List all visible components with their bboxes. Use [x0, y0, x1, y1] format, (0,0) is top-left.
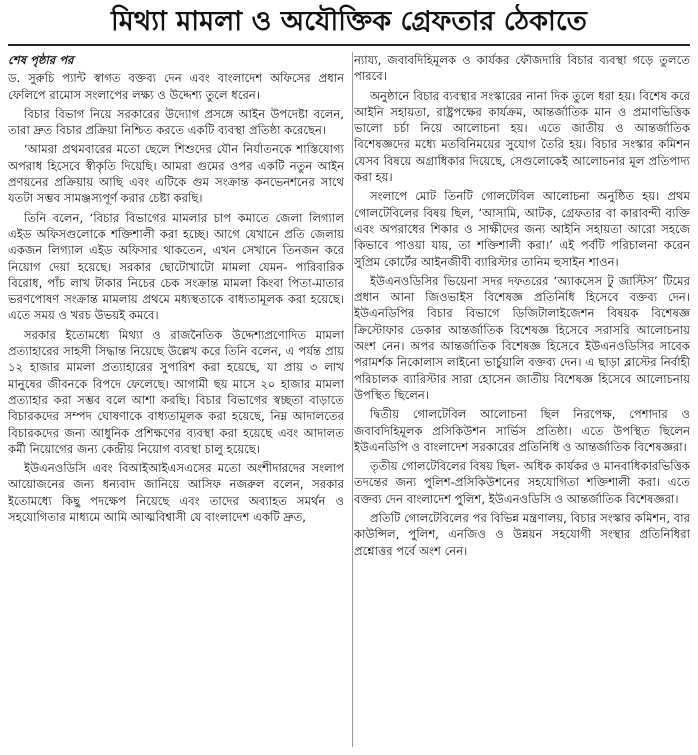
- paragraph: ইউএনওডিসি এবং বিআইআইএসএসের মতো অংশীদারদের সংলাপ আয়োজনের জন্য ধন্যবাদ জানিয়ে আসিফ নজরুল বলেন, সরকার ইতোমধ্যে কিছু পদক্ষেপ নিয়েছে এবং তাদের অব্যাহত সমর্থন ও সহযোগিতার মাধ্যমে আমি আত্মবিশ্বাসী যে বাংলাদেশ একটি দ্রুত,: [8, 461, 344, 525]
- right-column: [354, 52, 690, 562]
- paragraph: ইউএনওডিসির ভিয়েনা সদর দফতরের ‘অ্যাকসেস টু জাস্টিস’ টিমের প্রধান আনা জিওভাইস বিশেষজ্ঞ প্রতিনিধি হিসেবে বক্তব্য দেন। ইউএনডিপির বিচার বিভাগে ডিজিটালাইজেশন বিষয়ক বিশেষজ্ঞ ক্রিস্টোফার ডেকার আন্তর্জাতিক বিশেষজ্ঞ হিসেবে সরাসরি আলোচনায় অংশ নেন। অপর আন্তর্জাতিক বিশেষজ্ঞ হিসেবে ইউএনওডিসির সাবেক পরামর্শক নিকোলাস লাইনো ভার্চুয়ালি বক্তব্য দেন। এ ছাড়া ব্লাস্টের নির্বাহী পরিচালক ব্যারিস্টার সারা হোসেন জাতীয় বিশেষজ্ঞ হিসেবে আলোচনায় উপস্থিত ছিলেন।: [354, 273, 690, 402]
- paragraph: সংলাপে মোট তিনটি গোলটেবিল আলোচনা অনুষ্ঠিত হয়। প্রথম গোলটেবিলের বিষয় ছিল, ‘আসামি, আটক, গ্রেফতার বা কারাবন্দী ব্যক্তি এবং অপরাধের শিকার ও সাক্ষীদের জন্য আইনি সহায়তা আরো সহজে কিভাবে পাওয়া যায়, তা শক্তিশালী করা।’ এই পর্বটি পরিচালনা করেন সুপ্রিম কোর্টের আইনজীবী ব্যারিস্টার তানিম হুসাইন শাওন।: [354, 189, 690, 269]
- paragraph: তিনি বলেন, ‘বিচার বিভাগের মামলার চাপ কমাতে জেলা লিগ্যাল এইড অফিসগুলোকে শক্তিশালী করা হচ্ছে। আগে যেখানে প্রতি জেলায় একজন লিগ্যাল এইড অফিসার থাকতেন, এখন সেখানে তিনজন করে নিয়োগ দেয়া হয়েছে। সরকার ছোটোখাটো মামলা যেমন- পারিবারিক বিরোধ, পাঁচ লাখ টাকার নিচের চেক সংক্রান্ত মামলা কিংবা পিতা-মাতার ভরণপোষণ সংক্রান্ত মামলায় প্রথমে মধ্যস্থতাকে বাধ্যতামূলক করা হয়েছে। এতে সময় ও খরচ উভয়ই কমবে।: [8, 210, 344, 323]
- paragraph: প্রতিটি গোলটেবিলের পর বিভিন্ন মন্ত্রণালয়, বিচার সংস্কার কমিশন, বার কাউন্সিল, পুলিশ, এনজিও ও উন্নয়ন সহযোগী সংস্থার প্রতিনিধিরা প্রশ্নোত্তর পর্বে অংশ নেন।: [354, 511, 690, 558]
- left-column: [8, 52, 344, 562]
- paragraph: তৃতীয় গোলটেবিলের বিষয় ছিল- অধিক কার্যকর ও মানবাধিকারভিত্তিক তদন্তের জন্য পুলিশ-প্রসিকিউশনের সহযোগিতা শক্তিশালী করা। এতে বক্তব্য দেন বাংলাদেশ পুলিশ, ইউএনওডিসি ও আন্তর্জাতিক বিশেষজ্ঞরা।: [354, 459, 690, 506]
- paragraph: দ্বিতীয় গোলটেবিল আলোচনা ছিল নিরপেক্ষ, পেশাদার ও জবাবদিহিমূলক প্রসিকিউশন সার্ভিস প্রতিষ্ঠা। এতে উপস্থিত ছিলেন ইউএনডিপি ও বাংলাদেশ সরকারের প্রতিনিধি ও আন্তর্জাতিক বিশেষজ্ঞরা।: [354, 407, 690, 454]
- column-divider: [352, 52, 353, 747]
- paragraph: ‘আমরা প্রথমবারের মতো ছেলে শিশুদের যৌন নির্যাতনকে শাস্তিযোগ্য অপরাধ হিসেবে স্বীকৃতি দিয়েছি। আমরা গুমের ওপর একটি নতুন আইন প্রণয়নের প্রক্রিয়ায় আছি এবং এটিকে গুম সংক্রান্ত কনভেনশনের সাথে যতটা সম্ভব সামঞ্জস্যপূর্ণ করার চেষ্টা করছি।: [8, 142, 344, 206]
- paragraph: সরকার ইতোমধ্যে মিথ্যা ও রাজনৈতিক উদ্দেশ্যপ্রণোদিত মামলা প্রত্যাহারের সাহসী সিদ্ধান্ত নিয়েছে উল্লেখ করে তিনি বলেন, এ পর্যন্ত প্রায় ১২ হাজার মামলা প্রত্যাহারের সুপারিশ করা হয়েছে, যা প্রায় ৩ লাখ মানুষের জীবনকে বিপদে ফেলেছে। আগামী ছয় মাসে ২০ হাজার মামলা প্রত্যাহার করা সম্ভব বলে আশা করছি। বিচার বিভাগের স্বচ্ছতা বাড়াতে বিচারকদের সম্পদ ঘোষণাকে বাধ্যতামূলক করা হয়েছে, নিম্ন আদালতের বিচারকদের জন্য আধুনিক প্রশিক্ষণের ব্যবস্থা করা হয়েছে এবং আদালত কর্মী নিয়োগের জন্য কেন্দ্রীয় নিয়োগ ব্যবস্থা চালু হয়েছে।: [8, 327, 344, 456]
- paragraph: বিচার বিভাগ নিয়ে সরকারের উদ্যোগ প্রসঙ্গে আইন উপদেষ্টা বলেন, তারা দ্রুত বিচার প্রক্রিয়া নিশ্চিত করতে একটি ব্যবস্থা প্রতিষ্ঠা করেছেন।: [8, 106, 344, 138]
- headline-rule: [8, 44, 690, 46]
- paragraph: অনুষ্ঠানে বিচার ব্যবস্থার সংস্কারের নানা দিক তুলে ধরা হয়। বিশেষ করে আইনি সহায়তা, রাষ্ট্রপক্ষের কার্যক্রম, আন্তর্জাতিক মান ও প্রমাণভিত্তিক ভালো চর্চা নিয়ে আলোচনা হয়। এতে জাতীয় ও আন্তর্জাতিক বিশেষজ্ঞদের মধ্যে মতবিনিময়ের সুযোগ তৈরি হয়। বিচার সংস্কার কমিশন যেসব বিষয়ে অগ্রাধিকার দিয়েছে, সেগুলোকেই আলোচনার মূল প্রতিপাদ্য করা হয়।: [354, 88, 690, 185]
- article-headline: মিথ্যা মামলা ও অযৌক্তিক গ্রেফতার ঠেকাতে: [111, 6, 587, 37]
- paragraph: ন্যায্য, জবাবদিহিমূলক ও কার্যকর ফৌজদারি বিচার ব্যবস্থা গড়ে তুলতে পারবে।: [354, 53, 690, 84]
- paragraph: ড. সুরুচি প্যান্ট স্বাগত বক্তব্য দেন এবং বাংলাদেশ অফিসের প্রধান ফেলিপে রামোস সংলাপের লক্ষ্য ও উদ্দেশ্য তুলে ধরেন।: [8, 71, 344, 102]
- jump-line: শেষ পৃষ্ঠার পর: [8, 53, 74, 67]
- article-columns: [8, 52, 690, 562]
